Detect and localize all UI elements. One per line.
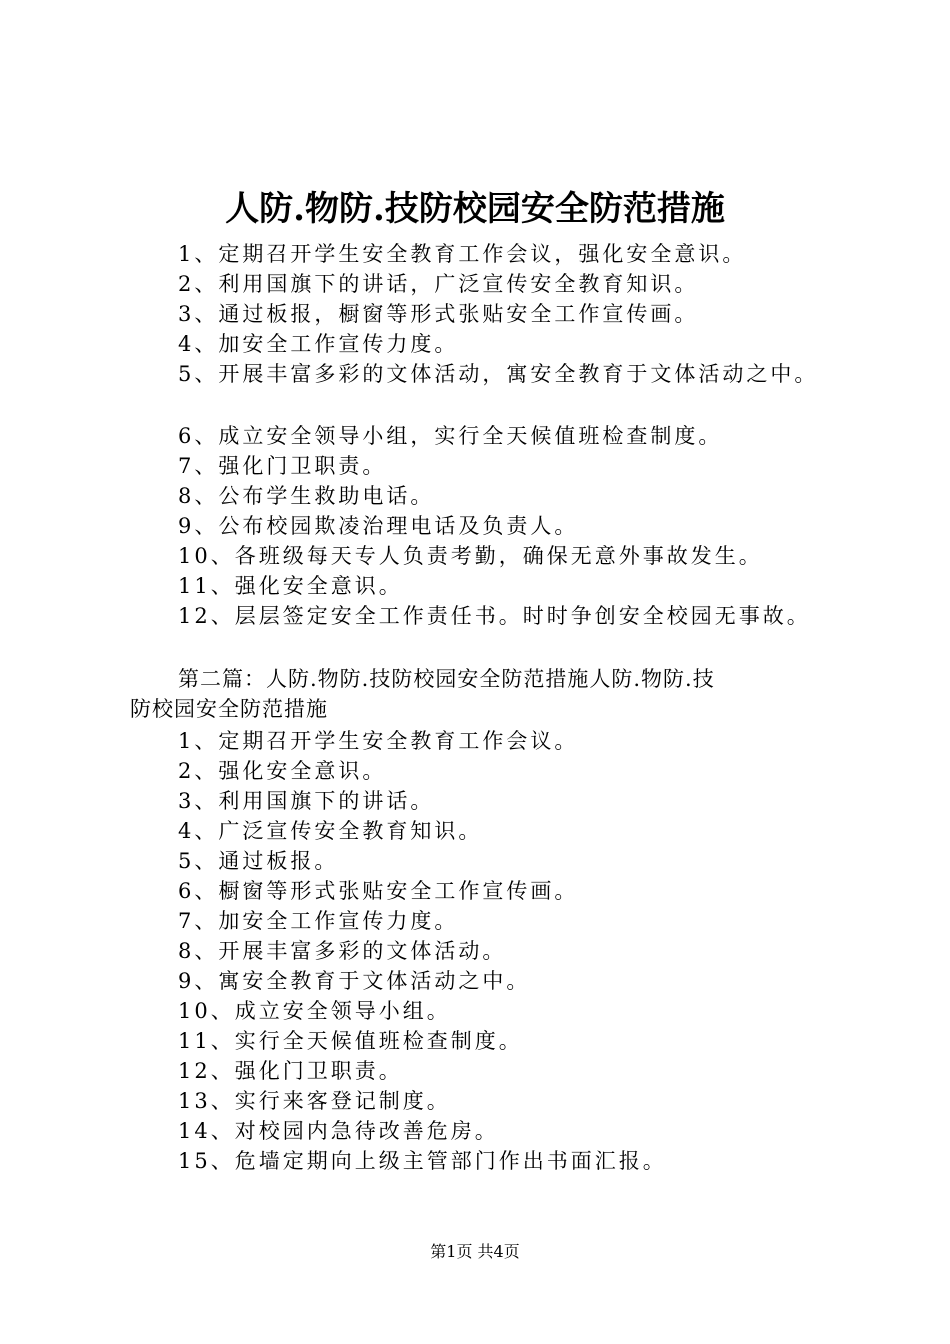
list-item: 10、成立安全领导小组。 <box>178 999 451 1023</box>
list-item: 10、各班级每天专人负责考勤，确保无意外事故发生。 <box>178 544 763 568</box>
list-item: 2、强化安全意识。 <box>178 759 387 783</box>
list-item: 7、加安全工作宣传力度。 <box>178 909 459 933</box>
list-item: 6、成立安全领导小组，实行全天候值班检查制度。 <box>178 424 723 448</box>
list-item: 14、对校园内急待改善危房。 <box>178 1119 499 1143</box>
section-heading-continued: 防校园安全防范措施 <box>130 697 328 721</box>
list-item: 3、利用国旗下的讲话。 <box>178 789 435 813</box>
page-footer: 第1页 共4页 <box>430 1242 520 1261</box>
list-item: 3、通过板报，橱窗等形式张贴安全工作宣传画。 <box>178 302 699 326</box>
list-item: 1、定期召开学生安全教育工作会议。 <box>178 729 579 753</box>
list-item: 9、公布校园欺凌治理电话及负责人。 <box>178 514 579 538</box>
list-item: 1、定期召开学生安全教育工作会议，强化安全意识。 <box>178 242 747 266</box>
section-heading: 第二篇：人防.物防.技防校园安全防范措施人防.物防.技 <box>178 667 715 691</box>
list-item: 13、实行来客登记制度。 <box>178 1089 451 1113</box>
list-item: 15、危墙定期向上级主管部门作出书面汇报。 <box>178 1149 667 1173</box>
list-item: 6、橱窗等形式张贴安全工作宣传画。 <box>178 879 579 903</box>
list-item: 5、开展丰富多彩的文体活动，寓安全教育于文体活动之中。 <box>178 362 819 386</box>
list-item: 4、加安全工作宣传力度。 <box>178 332 459 356</box>
list-item: 12、层层签定安全工作责任书。时时争创安全校园无事故。 <box>178 604 811 628</box>
page-title: 人防.物防.技防校园安全防范措施 <box>225 189 725 229</box>
list-item: 4、广泛宣传安全教育知识。 <box>178 819 483 843</box>
list-item: 12、强化门卫职责。 <box>178 1059 403 1083</box>
list-item: 11、强化安全意识。 <box>178 574 403 598</box>
list-item: 8、公布学生救助电话。 <box>178 484 435 508</box>
list-item: 5、通过板报。 <box>178 849 339 873</box>
list-item: 11、实行全天候值班检查制度。 <box>178 1029 523 1053</box>
list-item: 9、寓安全教育于文体活动之中。 <box>178 969 531 993</box>
list-item: 2、利用国旗下的讲话，广泛宣传安全教育知识。 <box>178 272 699 296</box>
list-item: 8、开展丰富多彩的文体活动。 <box>178 939 507 963</box>
list-item: 7、强化门卫职责。 <box>178 454 387 478</box>
